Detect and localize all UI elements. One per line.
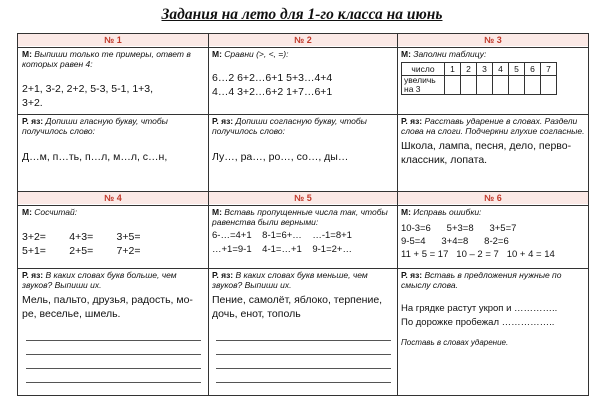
math-label: М: [212,207,222,217]
math-line: 10-3=6 5+3=8 3+5=7 [401,223,517,234]
table-cell[interactable] [541,76,557,95]
math-instruction: Вставь пропущенные числа так, чтобы равенства были верными: [212,207,388,227]
task-1-russian [22,116,206,164]
russian-label: Р. яз: [212,270,234,280]
table-cell: число [402,63,445,76]
russian-instruction: Вставь в предложения нужные по смыслу слова. [401,270,562,290]
answer-line[interactable] [26,354,201,355]
russian-instruction: Допиши гласную букву, чтобы получилось слово: [22,116,168,136]
table-cell[interactable] [477,76,493,95]
answer-line[interactable] [26,340,201,341]
table-cell: 2 [461,63,477,76]
grid-divider [397,34,398,395]
russian-line: По дорожке пробежал …………….. [401,317,555,328]
russian-line: Мель, пальто, друзья, радость, мо- [22,294,193,306]
task-6-russian [401,270,587,347]
russian-label: Р. яз: [22,270,44,280]
math-label: М: [212,49,222,59]
table-cell: 3 [477,63,493,76]
task-5-math [212,207,396,257]
answer-line[interactable] [216,354,391,355]
task-number: № 6 [398,192,588,204]
table-cell: 1 [445,63,461,76]
table-cell: 6 [525,63,541,76]
grid-divider [18,268,588,269]
table-cell: увеличь на 3 [402,76,445,95]
answer-line[interactable] [216,382,391,383]
math-line: 4…4 3+2…6+2 1+7…6+1 [212,86,333,98]
table-cell: 5 [509,63,525,76]
math-label: М: [401,49,411,59]
russian-label: Р. яз: [401,116,423,126]
grid-divider [208,34,209,395]
tasks-grid [17,33,589,396]
grid-divider [18,205,588,206]
russian-instruction: В каких словах букв меньше, чем звуков? Выпиши их. [212,270,368,290]
task-4-math [22,207,206,258]
russian-instruction: Расставь ударение в словах. Раздели слова на слоги. Подчеркни глухие согласные. [401,116,585,136]
answer-line[interactable] [26,368,201,369]
answer-line[interactable] [26,382,201,383]
russian-line: Школа, лампа, песня, дело, перво- [401,140,572,152]
task-4-russian [22,270,206,321]
fill-table [401,62,557,95]
russian-instruction: В каких словах букв больше, чем звуков? Выпиши их. [22,270,177,290]
russian-note: Поставь в словах ударение. [401,338,509,347]
russian-label: Р. яз: [401,270,423,280]
answer-line[interactable] [216,368,391,369]
math-label: М: [22,49,32,59]
math-line: 3+2= 4+3= 3+5= [22,231,141,243]
russian-instruction: Допиши согласную букву, чтобы получилось слово: [212,116,367,136]
math-label: М: [22,207,32,217]
math-instruction: Заполни таблицу: [413,49,487,59]
math-line: …+1=9-1 4-1=…+1 9-1=2+… [212,244,352,255]
task-6-math [401,207,587,261]
math-instruction: Сосчитай: [34,207,78,217]
russian-line: Пение, самолёт, яблоко, терпение, [212,294,383,306]
task-number: № 2 [209,34,397,46]
russian-label: Р. яз: [22,116,44,126]
russian-line: дочь, енот, тополь [212,308,301,320]
task-number: № 5 [209,192,397,204]
grid-divider [18,114,588,115]
russian-line: Лу…, ра…, ро…, со…, ды… [212,151,349,163]
task-3-russian [401,116,587,167]
russian-line: классник, лопата. [401,154,488,166]
table-cell[interactable] [509,76,525,95]
task-5-russian [212,270,396,321]
math-line: 2+1, 3-2, 2+2, 5-3, 5-1, 1+3, [22,83,154,95]
table-cell[interactable] [493,76,509,95]
math-label: М: [401,207,411,217]
table-cell: 7 [541,63,557,76]
table-cell: 4 [493,63,509,76]
math-instruction: Сравни (>, <, =): [224,49,289,59]
russian-line: ре, веселье, шмель. [22,308,121,320]
russian-label: Р. яз: [212,116,234,126]
russian-line: На грядке растут укроп и ………….. [401,303,558,314]
task-3-math [401,49,587,95]
table-cell[interactable] [461,76,477,95]
math-line: 5+1= 2+5= 7+2= [22,245,141,257]
math-line: 3+2. [22,97,43,109]
table-cell[interactable] [445,76,461,95]
math-line: 6…2 6+2…6+1 5+3…4+4 [212,72,333,84]
page-title: Задания на лето для 1-го класса на июнь [161,6,443,23]
answer-line[interactable] [216,340,391,341]
math-instruction: Выпиши только те примеры, ответ в которых равен 4: [22,49,191,69]
task-2-russian [212,116,396,164]
math-line: 9-5=4 3+4=8 8-2=6 [401,236,509,247]
task-number: № 1 [18,34,208,46]
math-line: 6-…=4+1 8-1=6+… …-1=8+1 [212,230,352,241]
grid-divider [18,47,588,48]
table-cell[interactable] [525,76,541,95]
russian-line: Д…м, п…ть, п…л, м…л, с…н, [22,151,168,163]
task-number: № 4 [18,192,208,204]
task-number: № 3 [398,34,588,46]
task-2-math [212,49,396,99]
task-1-math [22,49,206,110]
math-instruction: Исправь ошибки: [413,207,482,217]
math-line: 11 + 5 = 17 10 – 2 = 7 10 + 4 = 14 [401,249,555,260]
